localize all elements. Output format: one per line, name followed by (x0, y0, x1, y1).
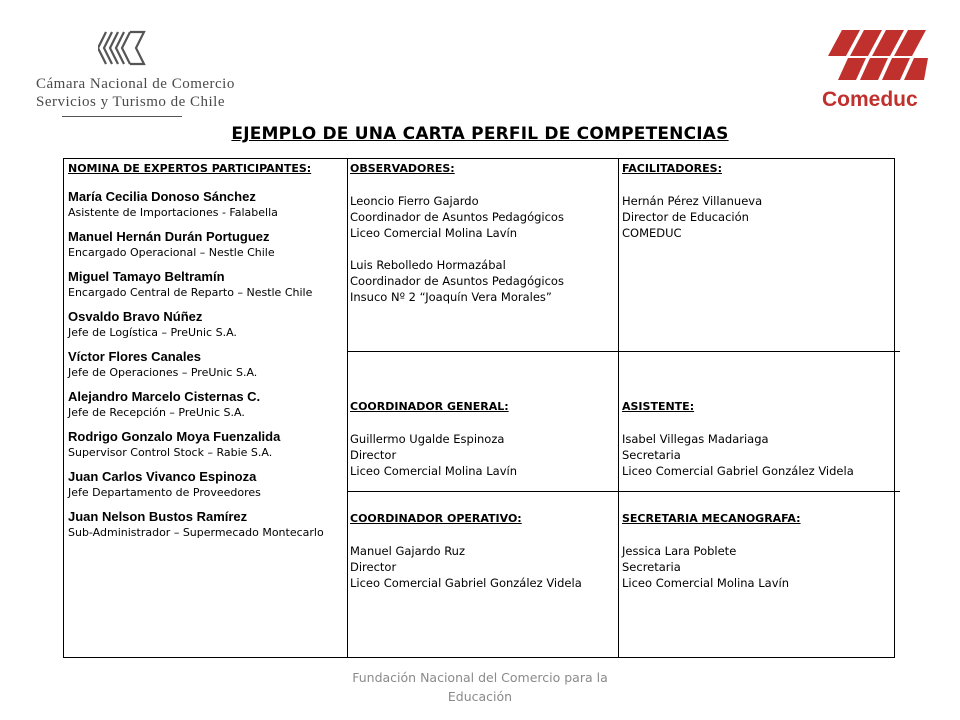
coordinador-operativo-line: Liceo Comercial Gabriel González Videla (350, 576, 582, 590)
expert-list (68, 189, 344, 541)
column-divider (347, 159, 348, 657)
facilitador-line: COMEDUC (622, 226, 682, 240)
comeduc-brand: Comeduc (822, 88, 918, 111)
expert-name: María Cecilia Donoso Sánchez (68, 189, 256, 204)
expert-role: Encargado Central de Reparto – Nestle Chile (68, 286, 313, 299)
secretaria-line: Secretaria (622, 560, 681, 574)
comeduc-logo (820, 28, 930, 118)
expert-name: Manuel Hernán Durán Portuguez (68, 229, 270, 244)
row-divider (348, 351, 900, 352)
coordinador-general-line: Director (350, 448, 397, 462)
observador-line: Leoncio Fierro Gajardo (350, 194, 479, 208)
experts-heading: NOMINA DE EXPERTOS PARTICIPANTES: (68, 162, 312, 175)
expert-role: Jefe de Operaciones – PreUnic S.A. (68, 366, 258, 379)
secretaria-line: Liceo Comercial Molina Lavín (622, 576, 790, 590)
expert-role: Jefe de Logística – PreUnic S.A. (68, 326, 237, 339)
camara-comercio-emblem (98, 28, 148, 68)
expert-name: Rodrigo Gonzalo Moya Fuenzalida (68, 429, 281, 444)
page-title: EJEMPLO DE UNA CARTA PERFIL DE COMPETENCIAS (231, 124, 729, 144)
coordinador-operativo-line: Director (350, 560, 397, 574)
expert-name: Juan Nelson Bustos Ramírez (68, 509, 248, 524)
comeduc-emblem (824, 28, 930, 84)
coordinador-operativo-line: Manuel Gajardo Ruz (350, 544, 465, 558)
facilitadores-heading: FACILITADORES: (622, 162, 722, 175)
observador-line: Coordinador de Asuntos Pedagógicos (350, 210, 564, 224)
observador-line: Luis Rebolledo Hormazábal (350, 258, 506, 272)
asistente-line: Isabel Villegas Madariaga (622, 432, 769, 446)
logo-underline (62, 116, 182, 117)
facilitadores-cell (622, 161, 892, 241)
asistente-line: Liceo Comercial Gabriel González Videla (622, 464, 854, 478)
observadores-heading: OBSERVADORES: (350, 162, 455, 175)
secretaria-heading: SECRETARIA MECANOGRAFA: (622, 512, 801, 525)
observador-line: Liceo Comercial Molina Lavín (350, 226, 518, 240)
coordinador-operativo-cell (350, 511, 616, 591)
coordinador-general-cell (350, 399, 616, 479)
competencias-table (63, 158, 895, 658)
expert-role: Encargado Operacional – Nestle Chile (68, 246, 275, 259)
coordinador-general-line: Guillermo Ugalde Espinoza (350, 432, 505, 446)
facilitador-line: Hernán Pérez Villanueva (622, 194, 763, 208)
footer-line-2: Educación (447, 689, 513, 704)
footer-line-1: Fundación Nacional del Comercio para la (352, 670, 608, 685)
asistente-line: Secretaria (622, 448, 681, 462)
expert-role: Asistente de Importaciones - Falabella (68, 206, 278, 219)
column-divider (618, 159, 619, 657)
asistente-cell (622, 399, 892, 479)
expert-role: Jefe Departamento de Proveedores (68, 486, 261, 499)
row-divider (348, 491, 900, 492)
coordinador-general-line: Liceo Comercial Molina Lavín (350, 464, 518, 478)
expert-name: Víctor Flores Canales (68, 349, 201, 364)
asistente-heading: ASISTENTE: (622, 400, 695, 413)
footer (330, 668, 630, 706)
logo-line-2: Servicios y Turismo de Chile (36, 94, 226, 110)
experts-column (68, 161, 344, 541)
expert-name: Miguel Tamayo Beltramín (68, 269, 225, 284)
observador-line: Insuco Nº 2 “Joaquín Vera Morales” (350, 290, 552, 304)
observador-line: Coordinador de Asuntos Pedagógicos (350, 274, 564, 288)
observadores-cell (350, 161, 616, 305)
coordinador-operativo-heading: COORDINADOR OPERATIVO: (350, 512, 522, 525)
expert-role: Sub-Administrador – Supermecado Montecarlo (68, 526, 324, 539)
expert-role: Jefe de Recepción – PreUnic S.A. (68, 406, 245, 419)
coordinador-general-heading: COORDINADOR GENERAL: (350, 400, 509, 413)
expert-role: Supervisor Control Stock – Rabie S.A. (68, 446, 273, 459)
secretaria-cell (622, 511, 892, 591)
expert-name: Osvaldo Bravo Núñez (68, 309, 203, 324)
secretaria-line: Jessica Lara Poblete (622, 544, 737, 558)
logo-line-1: Cámara Nacional de Comercio (36, 76, 235, 92)
camara-comercio-logo (36, 28, 236, 120)
facilitador-line: Director de Educación (622, 210, 749, 224)
expert-name: Alejandro Marcelo Cisternas C. (68, 389, 261, 404)
expert-name: Juan Carlos Vivanco Espinoza (68, 469, 257, 484)
